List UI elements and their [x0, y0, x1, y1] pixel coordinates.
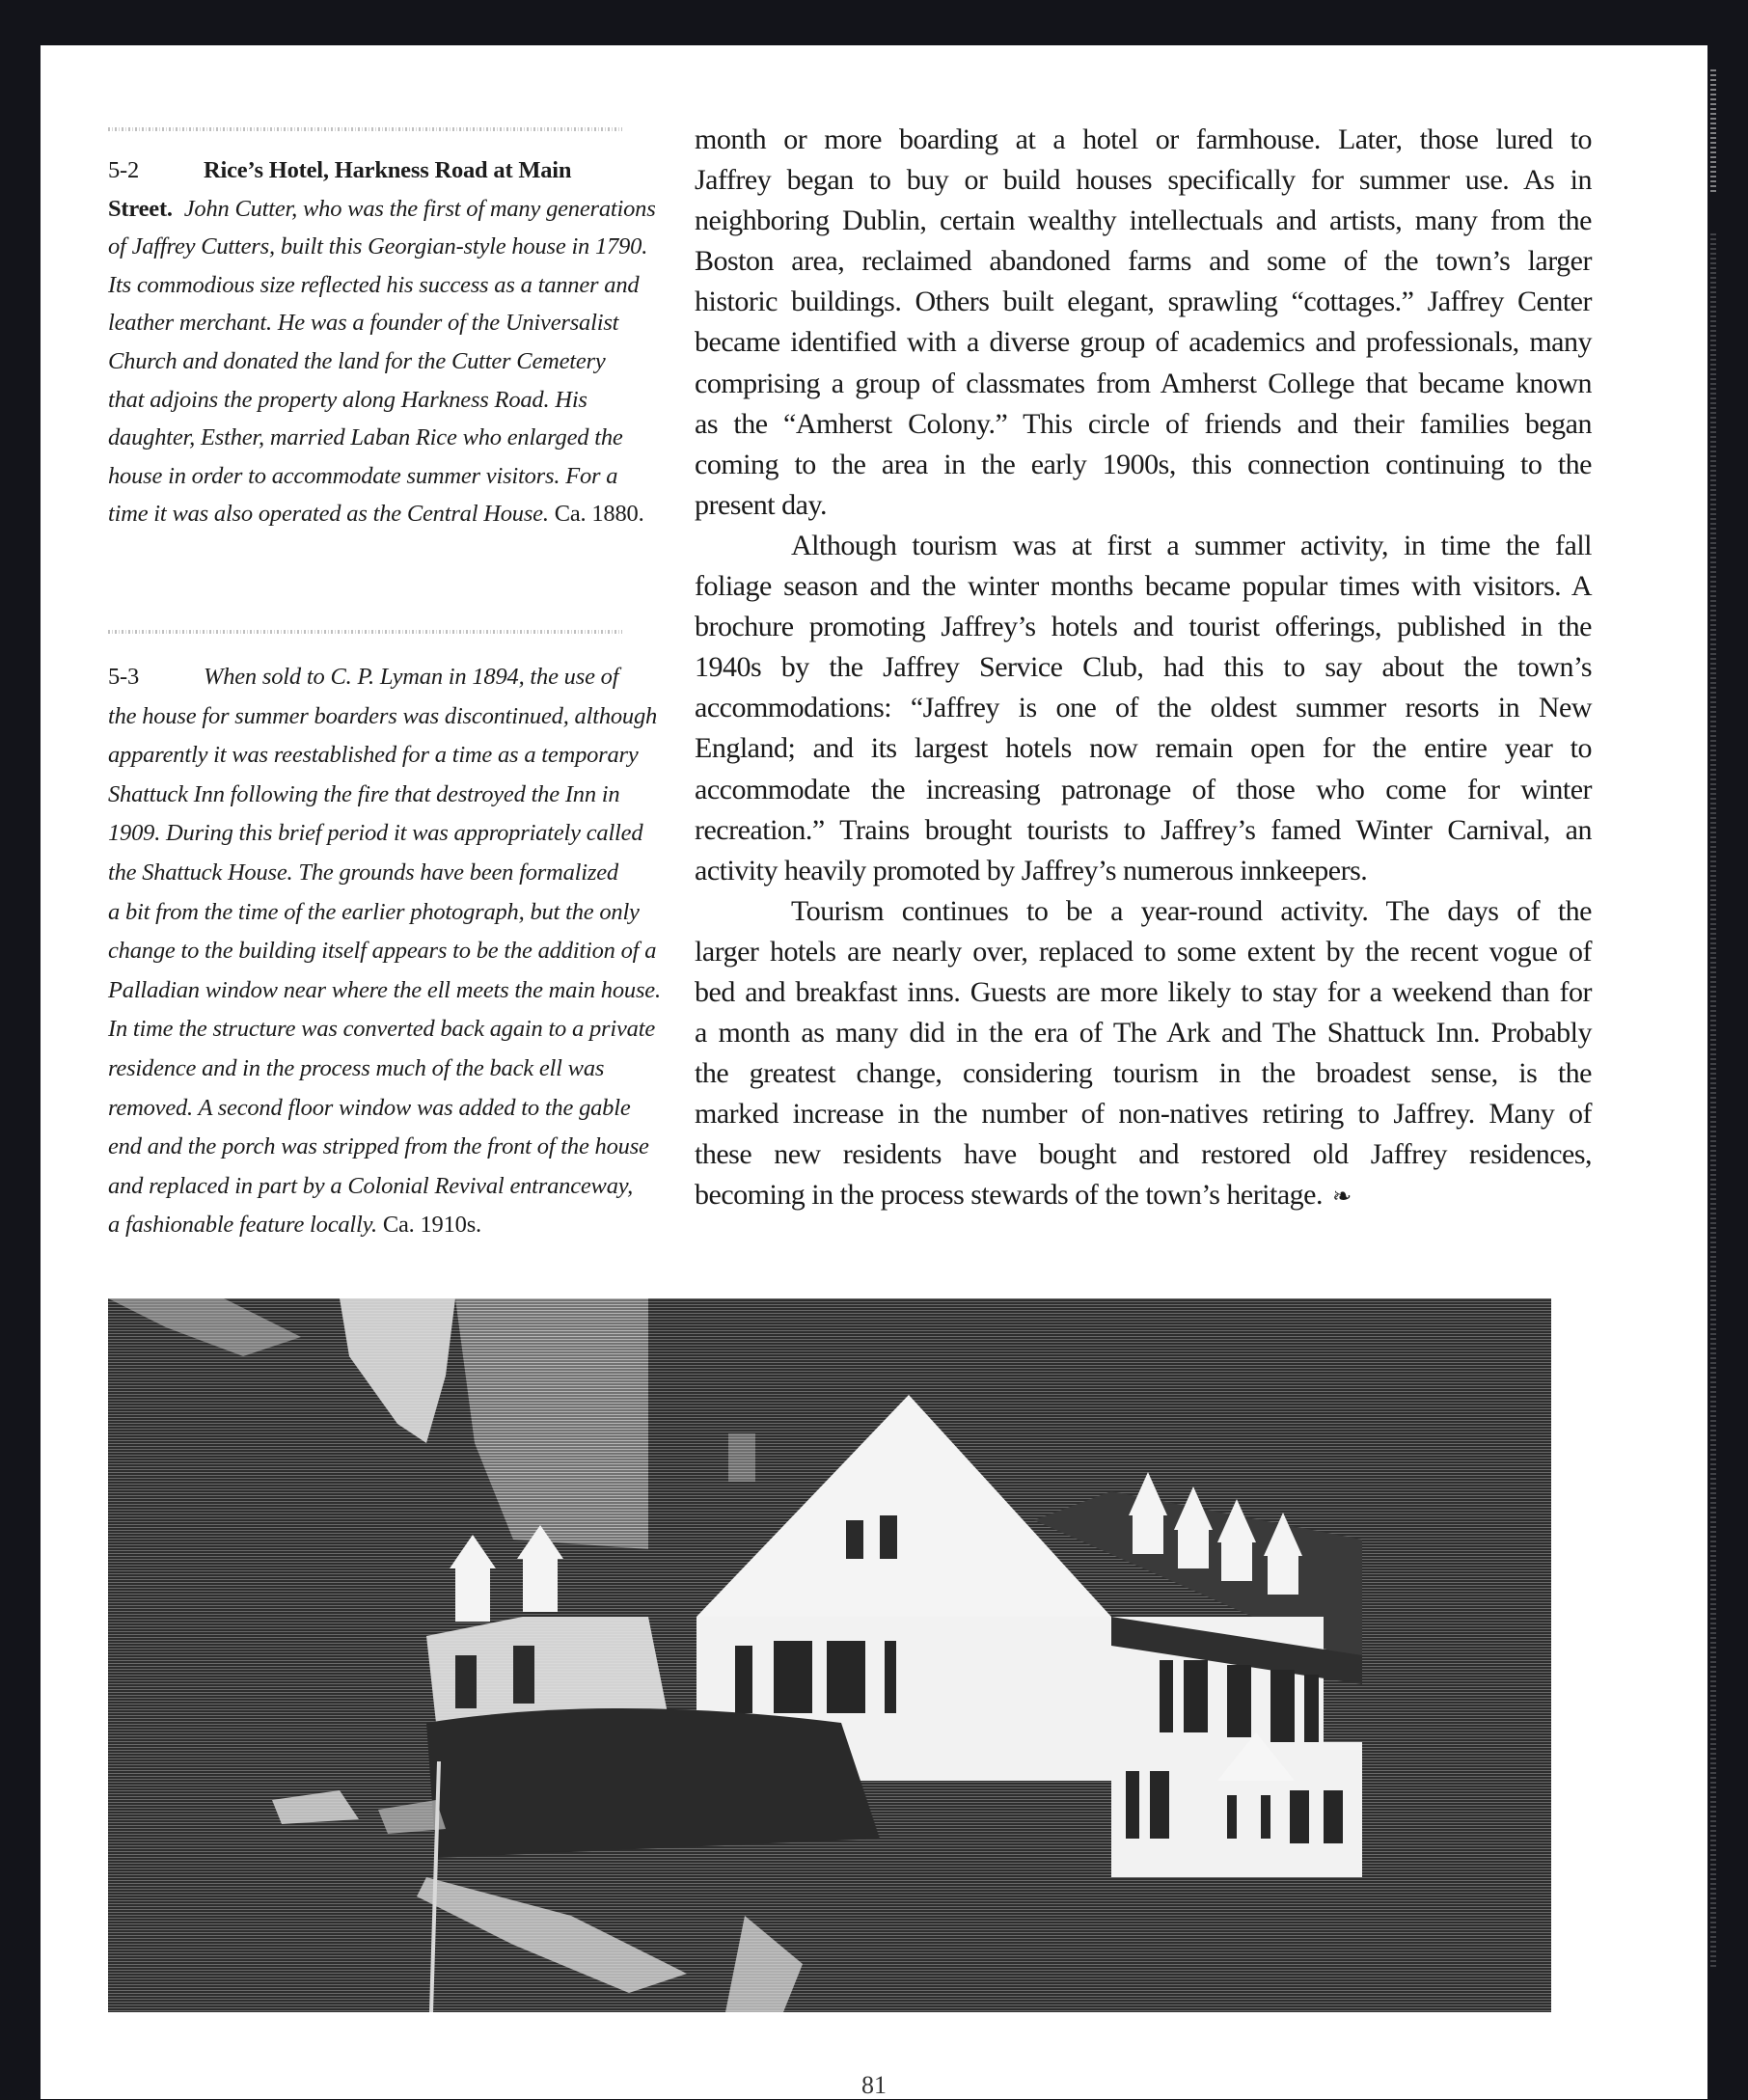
figure-number: 5-3: [108, 664, 140, 690]
body-line: larger hotels are nearly over, replaced to some extent by the recent vogue of: [695, 935, 1592, 968]
chimney: [728, 1433, 755, 1482]
body-line: marked increase in the number of non-natives retiring to Jaffrey. Many of: [695, 1098, 1592, 1131]
body-line: activity heavily promoted by Jaffrey’s numerous innkeepers.: [695, 854, 1368, 886]
body-line: Jaffrey began to buy or build houses specifically for summer use. As in: [695, 164, 1592, 197]
dotted-rule: [108, 630, 622, 634]
body-line: present day.: [695, 488, 827, 521]
caption-line: change to the building itself appears to be the addition of a: [108, 938, 657, 965]
caption-line: a bit from the time of the earlier photograph, but the only: [108, 898, 640, 925]
caption-line: the Shattuck House. The grounds have been formalized: [108, 859, 618, 886]
caption-line: the house for summer boarders was discontinued, although: [108, 702, 658, 729]
caption-line: [108, 495, 644, 533]
house-photograph: [108, 1298, 1551, 2012]
scan-artifact: [1710, 69, 1716, 195]
body-line: the greatest change, considering tourism in the broadest sense, is the: [695, 1057, 1592, 1090]
caption-line: [108, 190, 656, 229]
caption-line: apparently it was reestablished for a time as a temporary: [108, 742, 639, 769]
caption-line: and replaced in part by a Colonial Revival entranceway,: [108, 1172, 633, 1199]
caption-text: John Cutter, who was the first of many generations: [183, 195, 656, 222]
caption-line: daughter, Esther, married Laban Rice who enlarged the: [108, 424, 623, 451]
body-line: bed and breakfast inns. Guests are more likely to stay for a weekend than for: [695, 975, 1592, 1008]
caption-line: residence and in the process much of the back ell was: [108, 1054, 605, 1081]
caption-line: that adjoins the property along Harkness Road. His: [108, 386, 587, 413]
caption-line: 1909. During this brief period it was appropriately called: [108, 820, 643, 847]
caption-line: removed. A second floor window was added to the gable: [108, 1094, 631, 1121]
book-page: [41, 45, 1707, 2099]
body-line: becoming in the process stewards of the town’s heritage. ❧: [695, 1179, 1352, 1212]
caption-5-3: [108, 658, 661, 1245]
caption-line: of Jaffrey Cutters, built this Georgian-style house in 1790.: [108, 233, 648, 260]
body-line: month or more boarding at a hotel or farmhouse. Later, those lured to: [695, 123, 1592, 155]
caption-first-line: [108, 151, 629, 190]
caption-5-2: [108, 151, 656, 533]
caption-line: [108, 1206, 629, 1245]
photo-illustration: [108, 1298, 1551, 2012]
paragraph-first-line: Although tourism was at first a summer activity, in time the fall: [791, 529, 1592, 561]
caption-line: Shattuck Inn following the fire that destroyed the Inn in: [108, 780, 620, 807]
caption-first-line: [108, 658, 629, 697]
caption-line: In time the structure was converted back again to a private: [108, 1016, 656, 1043]
body-line: coming to the area in the early 1900s, this connection continuing to the: [695, 448, 1592, 480]
body-line: 1940s by the Jaffrey Service Club, had this to say about the town’s: [695, 651, 1592, 684]
body-line: historic buildings. Others built elegant, sprawling “cottages.” Jaffrey Center: [695, 286, 1592, 318]
body-line: Boston area, reclaimed abandoned farms and some of the town’s larger: [695, 245, 1592, 278]
caption-title: Rice’s Hotel, Harkness Road at Main: [204, 157, 572, 183]
body-line: comprising a group of classmates from Amherst College that became known: [695, 367, 1592, 399]
body-line: England; and its largest hotels now remain open for the entire year to: [695, 732, 1592, 765]
body-line: neighboring Dublin, certain wealthy intellectuals and artists, many from the: [695, 205, 1592, 237]
caption-title: Street.: [108, 195, 173, 222]
caption-date: Ca. 1910s.: [382, 1212, 481, 1239]
body-line: brochure promoting Jaffrey’s hotels and tourist offerings, published in the: [695, 611, 1592, 643]
body-line: accommodations: “Jaffrey is one of the oldest summer resorts in New: [695, 692, 1592, 724]
floral-dingbat-icon: ❧: [1331, 1183, 1352, 1211]
body-line: a month as many did in the era of The Ark and The Shattuck Inn. Probably: [695, 1017, 1592, 1050]
figure-number: 5-2: [108, 157, 140, 183]
body-line: these new residents have bought and restored old Jaffrey residences,: [695, 1138, 1592, 1171]
body-text: [695, 120, 1592, 1217]
body-line: accommodate the increasing patronage of those who come for winter: [695, 773, 1592, 805]
caption-text: When sold to C. P. Lyman in 1894, the use of: [204, 664, 619, 690]
body-line: became identified with a diverse group of academics and professionals, many: [695, 326, 1592, 359]
caption-line: Palladian window near where the ell meets the main house.: [108, 976, 661, 1003]
body-line: as the “Amherst Colony.” This circle of friends and their families began: [695, 407, 1592, 440]
caption-line: house in order to accommodate summer visitors. For a: [108, 462, 618, 489]
dotted-rule: [108, 127, 622, 131]
caption-line: leather merchant. He was a founder of the Universalist: [108, 310, 619, 337]
caption-line: end and the porch was stripped from the front of the house: [108, 1133, 649, 1160]
body-line: foliage season and the winter months became popular times with visitors. A: [695, 570, 1592, 603]
caption-text: a fashionable feature locally.: [108, 1212, 377, 1239]
caption-text: time it was also operated as the Central House.: [108, 501, 549, 528]
porch-roof: [426, 1708, 880, 1858]
scan-artifact: [1710, 233, 1716, 1970]
page-number: 81: [861, 2071, 887, 2099]
body-line: recreation.” Trains brought tourists to Jaffrey’s famed Winter Carnival, an: [695, 813, 1592, 846]
caption-date: Ca. 1880.: [554, 501, 644, 528]
caption-line: Church and donated the land for the Cutter Cemetery: [108, 347, 606, 374]
caption-line: Its commodious size reflected his success as a tanner and: [108, 271, 640, 298]
paragraph-first-line: Tourism continues to be a year-round activity. The days of the: [791, 894, 1592, 927]
